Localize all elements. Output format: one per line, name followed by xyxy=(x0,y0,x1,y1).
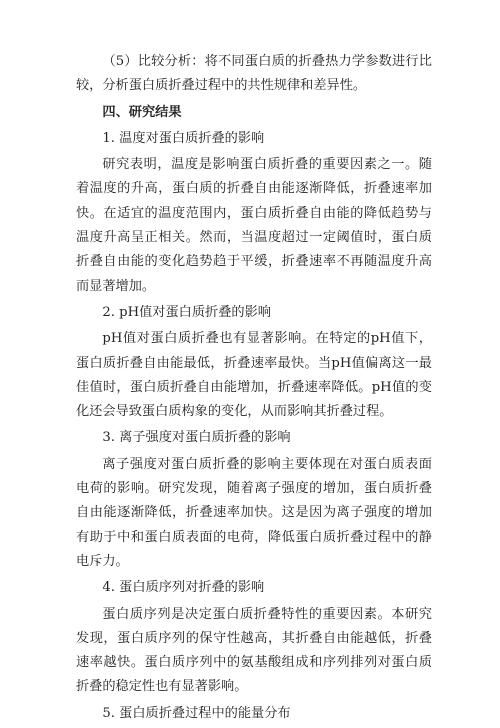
subheading-energy-distribution: 5. 蛋白质折叠过程中的能量分布 xyxy=(102,705,291,721)
paragraph-ionic-strength: 离子强度对蛋白质折叠的影响主要体现在对蛋白质表面电荷的影响。研究发现，随着离子强度的增加，蛋白质折叠自由能逐渐降低，折叠速率加快。这是因为离子强度的增加有助于中和蛋白质表面的电荷，降低蛋白质折叠过程中的静电斥力。 xyxy=(76,456,432,569)
subheading-ph: 2. pH值对蛋白质折叠的影响 xyxy=(102,304,271,320)
document-page xyxy=(76,50,432,728)
paragraph-temperature: 研究表明，温度是影响蛋白质折叠的重要因素之一。随着温度的升高，蛋白质的折叠自由能逐渐降低，折叠速率加快。在适宜的温度范围内，蛋白质折叠自由能的降低趋势与温度升高呈正相关。然而，当温度超过一定阈值时，蛋白质折叠自由能的变化趋势趋于平缓，折叠速率不再随温度升高而显著增加。 xyxy=(76,157,432,294)
section-title-results: 四、研究结果 xyxy=(102,104,182,120)
paragraph-sequence: 蛋白质序列是决定蛋白质折叠特性的重要因素。本研究发现，蛋白质序列的保守性越高，其折叠自由能越低，折叠速率越快。蛋白质序列中的氨基酸组成和序列排列对蛋白质折叠的稳定性也有显著影响。 xyxy=(76,606,432,695)
paragraph-comparison-analysis: （5）比较分析：将不同蛋白质的折叠热力学参数进行比较，分析蛋白质折叠过程中的共性规律和差异性。 xyxy=(76,54,432,94)
subheading-temperature: 1. 温度对蛋白质折叠的影响 xyxy=(102,130,265,146)
subheading-ionic-strength: 3. 离子强度对蛋白质折叠的影响 xyxy=(102,430,291,446)
paragraph-ph: pH值对蛋白质折叠也有显著影响。在特定的pH值下，蛋白质折叠自由能最低，折叠速率最快。当pH值偏离这一最佳值时，蛋白质折叠自由能增加，折叠速率降低。pH值的变化还会导致蛋白质构象的变化，从而影响其折叠过程。 xyxy=(76,331,432,420)
subheading-sequence: 4. 蛋白质序列对折叠的影响 xyxy=(102,580,265,596)
